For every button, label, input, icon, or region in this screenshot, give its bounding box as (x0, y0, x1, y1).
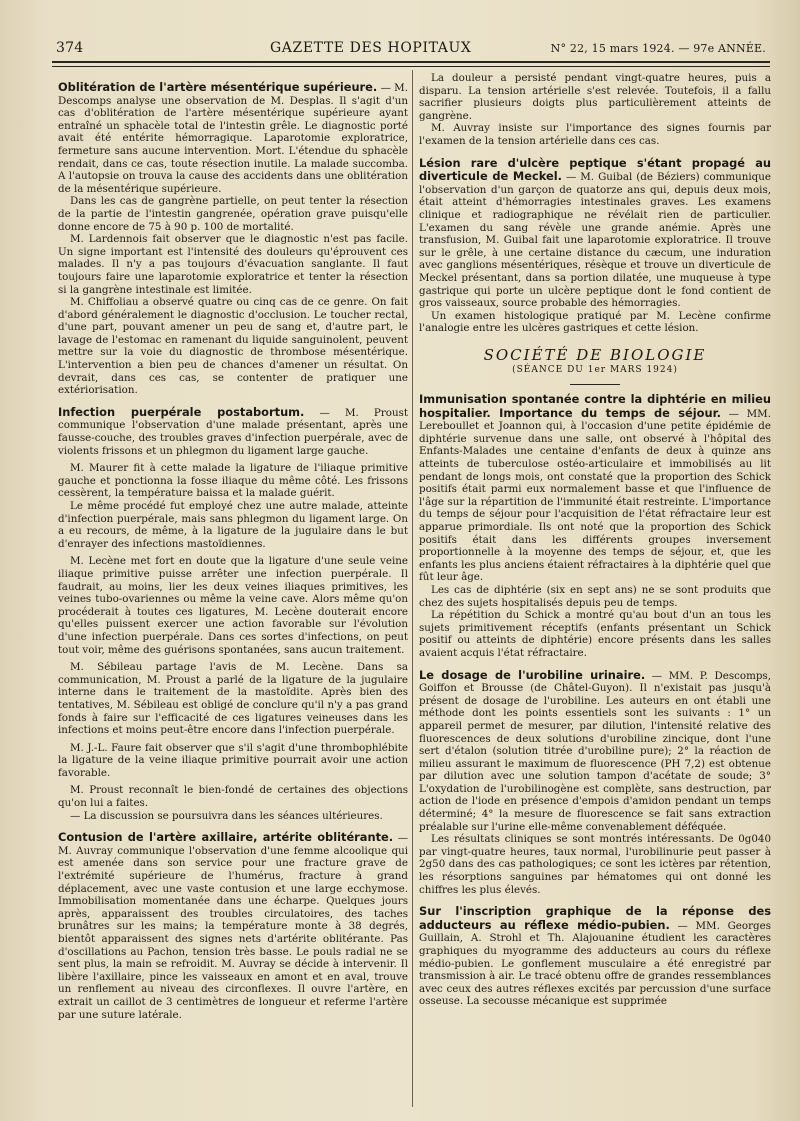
paragraph: M. J.-L. Faure fait observer que s'il s'agit d'une thrombophlébite la ligature de la veine iliaque primitive pourrait avoir une action favorable. (58, 741, 408, 779)
paragraph: La douleur a persisté pendant vingt-quatre heures, puis a disparu. La tension artérielle s'est relevée. Toutefois, il a fallu sacrifier plusieurs doigts plus particulièrement atteints de gangrène. (419, 72, 771, 122)
paragraph: M. Maurer fit à cette malade la ligature de l'iliaque primitive gauche et ponctionna la fosse iliaque du même côté. Les frissons cessèrent, la température baissa et la malade guérit. (58, 462, 408, 500)
section-title: Infection puerpérale postabortum. (58, 404, 305, 419)
article-diphtheria-immunisation (419, 393, 771, 659)
article-puerperal-infection (58, 406, 408, 822)
section-title: Immunisation spontanée contre la diphtérie en milieu hospitalier. Importance du temps de séjour. (419, 392, 771, 420)
section-title: Lésion rare d'ulcère peptique s'étant propagé au diverticule de Meckel. (419, 155, 771, 184)
paragraph: M. Chiffoliau a observé quatre ou cinq cas de ce genre. On fait d'abord généralement le diagnostic d'occlusion. Le toucher rectal, d'une part, pouvant amener un peu de sang et, d'autre part, le lavage de l'estomac en ramenant du liquide sanguinolent, peuvent mettre sur la voie du diagnostic de thrombose mésentérique. L'intervention a bien peu de chances d'amener un résultat. On devrait, dans ces cas, se contenter de pratiquer une extériorisation. (58, 296, 408, 397)
paragraph: M. Sébileau partage l'avis de M. Lecène. Dans sa communication, M. Proust a parlé de la ligature de la jugulaire interne dans le traitement de la mastoïdite. Après bien des tentatives, M. Sébileau est obligé de conclure qu'il n'y a pas grand fonds à faire sur l'efficacité de ces ligatures veineuses dans les infections et moins peut-être encore dans l'infection puerpérale. (58, 661, 408, 737)
paragraph: M. Lardennois fait observer que le diagnostic n'est pas facile. Un signe important est l'intensité des douleurs qu'éprouvent ces malades. Il n'y a pas toujours d'évacuation sanglante. Il faut toujours faire une laparotomie exploratrice et tenter la résection si la gangrène intestinale est limitée. (58, 233, 408, 296)
article-axillary-continued (419, 72, 771, 148)
paragraph: — La discussion se poursuivra dans les séances ultérieures. (70, 809, 383, 822)
paragraph: — M. Proust communique l'observation d'une malade présentant, après une fausse-couche, des troubles graves d'infection puerpérale, avec de violents frissons et un phlegmon du ligament large gauche. (58, 406, 408, 457)
journal-title: GAZETTE DES HOPITAUX (270, 40, 472, 56)
section-divider (570, 384, 620, 385)
paragraph: Le même procédé fut employé chez une autre malade, atteinte d'infection puerpérale, mais sans phlegmon du ligament large. On a eu recours, de même, à la ligature de la jugulaire dans le but d'enrayer des infections mastoïdiennes. (58, 500, 408, 550)
article-urobilin-dosage (419, 669, 771, 897)
society-title: SOCIÉTÉ DE BIOLOGIE (483, 345, 707, 364)
section-title: Contusion de l'artère axillaire, artérite oblitérante. (58, 830, 394, 845)
column-separator (412, 70, 413, 1107)
page-header (52, 34, 770, 60)
paragraph: — MM. Georges Guillain, A. Strohl et Th. Alajouanine étudient les caractères graphiques du myogramme des adducteurs au cours du réflexe médio-pubien. Le gonflement musculaire a été enregistré par transmission à air. Le tracé obtenu offre de grandes ressemblances avec ceux des autres réflexes excités par percussion d'une surface osseuse. La secousse mécanique est supprimée (419, 919, 771, 1008)
issue-info: N° 22, 15 mars 1924. — 97e ANNÉE. (550, 42, 766, 55)
article-mesenteric-artery (58, 81, 408, 397)
paragraph: M. Auvray insiste sur l'importance des signes fournis par l'examen de la tension artérielle dans ces cas. (419, 122, 771, 147)
section-title: Sur l'inscription graphique de la réponse des adducteurs au réflexe médio-pubien. (419, 904, 771, 932)
article-meckel-diverticulum (419, 157, 771, 335)
paragraph: La répétition du Schick a montré qu'au bout d'un an tous les sujets primitivement réceptifs (enfants présentant un Schick positif ou atteints de diphtérie) encore présents dans les salles avaient acquis l'état réfractaire. (419, 609, 771, 659)
section-title: Le dosage de l'urobiline urinaire. (419, 667, 646, 682)
paragraph: Un examen histologique pratiqué par M. Lecène confirme l'analogie entre les ulcères gastriques et cette lésion. (419, 309, 771, 335)
article-axillary-artery (58, 831, 408, 1021)
header-rule-thin (52, 66, 770, 67)
paragraph: Les résultats cliniques se sont montrés intéressants. De 0g040 par vingt-quatre heures, taux normal, l'urobilinurie peut passer à 2g50 dans des cas pathologiques; ce sont les ictères par rétention, les résorptions sanguines par hématomes qui ont donné les chiffres les plus élevés. (419, 833, 771, 896)
society-heading (419, 345, 771, 385)
paragraph: Les cas de diphtérie (six en sept ans) ne se sont produits que chez des sujets hospitalisés depuis peu de temps. (419, 583, 771, 609)
paragraph: — M. Descomps analyse une observation de M. Desplas. Il s'agit d'un cas d'oblitération de l'artère mésentérique supérieure ayant entraîné un sphacèle total de l'intestin grêle. Le diagnostic porté avait été entérite hémorragique. Laparotomie exploratrice, fermeture sans aucune intervention. Mort. L'étendue du sphacèle rendait, dans ce cas, toute résection inutile. La malade succomba. A l'autopsie on trouva la cause des accidents dans une oblitération de la mésentérique supérieure. (58, 82, 408, 195)
paragraph: — MM. P. Descomps, Goiffon et Brousse (de Châtel-Guyon). Il n'existait pas jusqu'à présent de dosage de l'urobiline. Les auteurs en ont établi une méthode dont les points essentiels sont les suivants : 1° un appareil permet de mesurer, par dilution, l'intensité relative des fluorescences de deux solutions d'urobiline zincique, dont l'une sert d'étalon (solution titrée d'urobiline pure); 2° la réaction de milieu assurant le maximum de fluorescence (PH 7,2) est obtenue par dilution avec une solution tampon d'acétate de soude; 3° L'oxydation de l'urobilinogène est complète, sans destruction, par action de l'iode en présence d'empois d'amidon pendant un temps déterminé; 4° la mesure de fluorescence se fait sans extraction préalable sur l'urine elle-même convenablement déféquée. (419, 669, 771, 833)
paragraph: M. Proust reconnaît le bien-fondé de certaines des objections qu'on lui a faites. (58, 784, 408, 810)
section-title: Oblitération de l'artère mésentérique supérieure. (58, 80, 378, 94)
article-adductor-reflex (419, 905, 771, 1008)
right-column (419, 72, 771, 1111)
left-column (58, 72, 408, 1111)
paragraph: — M. Guibal (de Béziers) communique l'observation d'un garçon de quatorze ans qui, depuis deux mois, était atteint d'hémorragies intestinales graves. Les examens clinique et radiographique ne révélait rien de particulier. L'examen du sang révèle une grande anémie. Après une transfusion, M. Guibal fait une laparotomie exploratrice. Il trouve sur le grêle, à une certaine distance du cæcum, une induration avec ganglions mésentériques, résèque et trouve un diverticule de Meckel présentant, dans sa portion dilatée, une muqueuse à type gastrique qui porte un ulcère peptique dont le fond contient de gros vaisseaux, source probable des hémorragies. (419, 171, 771, 310)
paragraph: Dans les cas de gangrène partielle, on peut tenter la résection de la partie de l'intestin gangrenée, opération grave puisqu'elle donne encore de 75 à 90 p. 100 de mortalité. (58, 195, 408, 233)
paragraph: — M. Auvray communique l'observation d'une femme alcoolique qui est amenée dans son service pour une fracture grave de l'extrémité supérieure de l'humérus, fracture à grand déplacement, avec une vaste contusion et une large ecchymose. Immobilisation momentanée dans une écharpe. Quelques jours après, apparaissent des troubles circulatoires, des taches brunâtres sur les mains; la température monte à 38 degrés, bientôt apparaissent des signes nets d'artérite oblitérante. Pas d'oscillations au Pachon, tension très basse. Le pouls radial ne se sent plus, la main se refroidit. M. Auvray se décide à intervenir. Il libère l'axillaire, pince les vaisseaux en amont et en aval, trouve un renflement au niveau des circonflexes. Il ouvre l'artère, en extrait un caillot de 3 centimètres de longueur et referme l'artère par une suture latérale. (58, 832, 408, 1021)
page-number: 374 (56, 40, 84, 56)
paragraph: — MM. Lereboullet et Joannon qui, à l'occasion d'une petite épidémie de diphtérie survenue dans une salle, ont observé à l'hôpital des Enfants-Malades une centaine d'enfants de deux à quinze ans atteints de tuberculose ostéo-articulaire et immobilisés au lit pendant de longs mois, ont constaté que la proportion des Schick positifs était parmi eux normalement basse et que l'influence de l'âge sur la répartition de l'immunité était restreinte. L'importance du temps de séjour pour l'acquisition de l'état réfractaire leur est apparue primordiale. Ils ont noté que la proportion des Schick positifs était dans les différents groupes inversement proportionnelle à la moyenne des temps de séjour, et, que les enfants les plus anciens étaient réfractaires à la diphtérie quel que fût leur âge. (419, 407, 771, 584)
header-rule-thick (52, 61, 770, 63)
session-date: (SÉANCE DU 1er MARS 1924) (512, 365, 678, 376)
paragraph: M. Lecène met fort en doute que la ligature d'une seule veine iliaque primitive puisse arrêter une infection puerpérale. Il faudrait, au moins, lier les deux veines iliaques primitives, les veines tubo-ovariennes ou même la veine cave. Alors même qu'on procéderait à toutes ces ligatures, M. Lecène douterait encore qu'elles puissent exercer une action favorable sur l'évolution d'une infection puerpérale. Dans ces sortes d'infections, on peut tout voir, même des guérisons spontanées, sans aucun traitement. (58, 555, 408, 656)
